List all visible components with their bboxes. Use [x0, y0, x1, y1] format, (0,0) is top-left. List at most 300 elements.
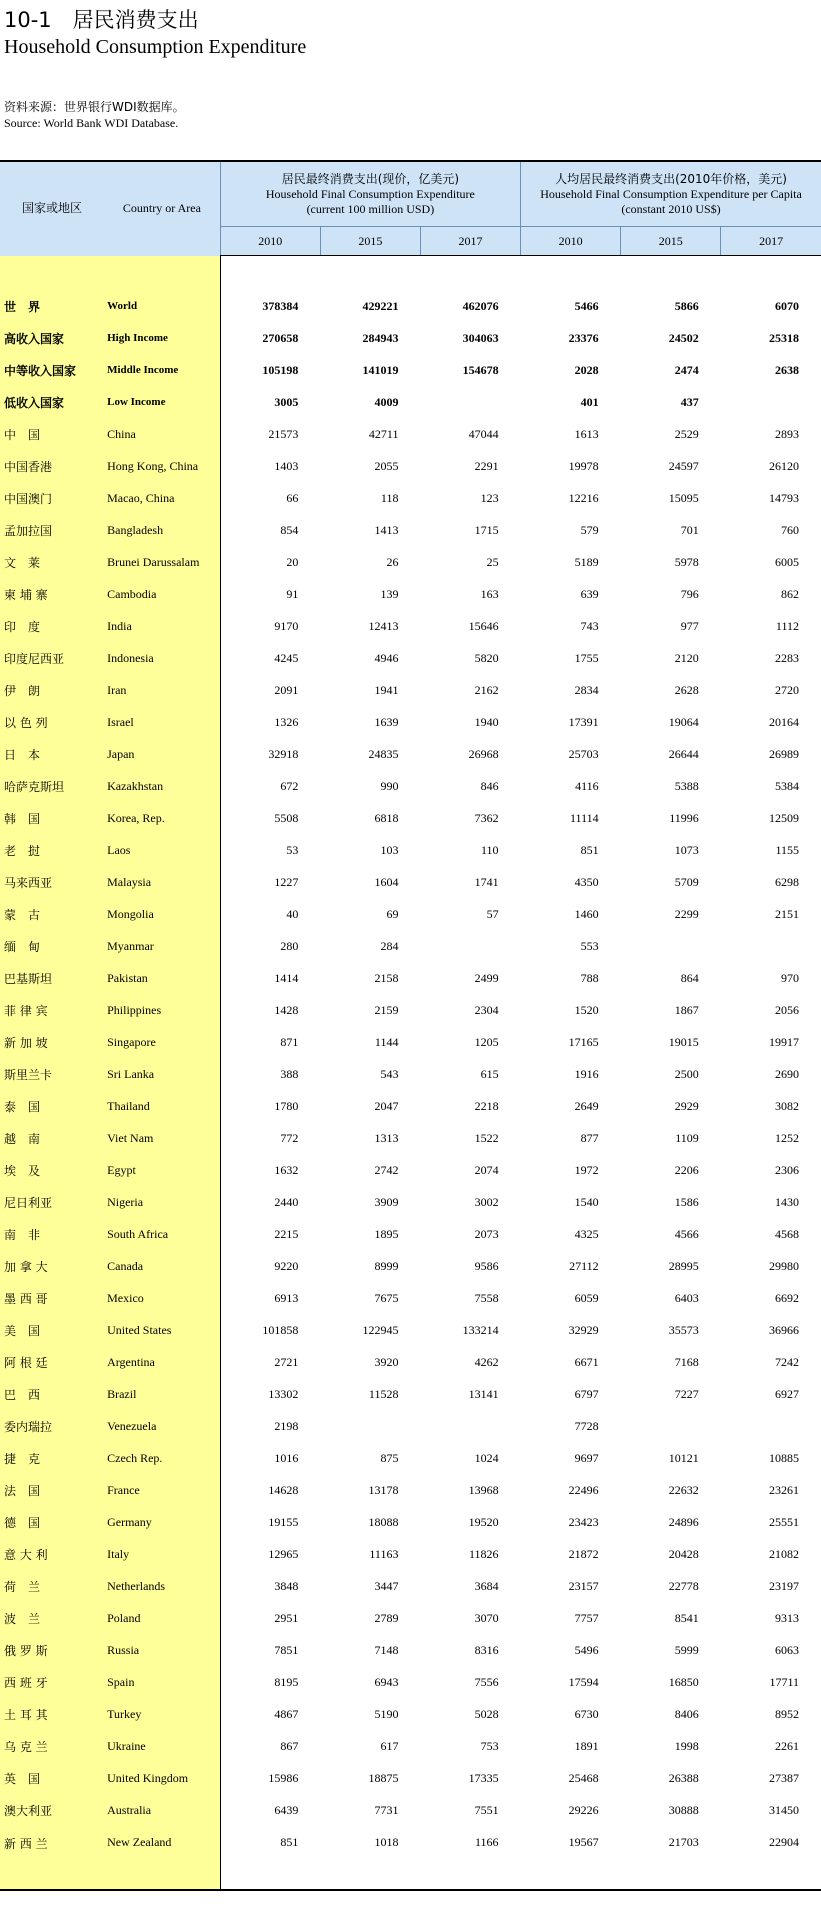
total-expenditure-value: 1024 — [474, 1450, 499, 1465]
per-capita-value: 6927 — [775, 1386, 799, 1401]
total-expenditure-value: 5190 — [374, 1706, 399, 1721]
total-expenditure-value: 2499 — [474, 970, 499, 985]
total-expenditure-value: 1522 — [474, 1130, 499, 1145]
total-expenditure-value: 871 — [280, 1034, 299, 1049]
country-name-cn: 新 西 兰 — [0, 1826, 104, 1890]
per-capita-value: 25318 — [769, 330, 799, 345]
country-name-en: Bangladesh — [104, 514, 220, 546]
total-expenditure-value: 2158 — [374, 970, 399, 985]
total-expenditure-value: 118 — [380, 490, 399, 505]
total-expenditure-value: 2055 — [374, 458, 399, 473]
per-capita-value: 8406 — [674, 1706, 699, 1721]
per-capita-value: 16850 — [668, 1674, 699, 1689]
table-row — [0, 1538, 821, 1570]
total-expenditure-value: 154678 — [462, 362, 499, 377]
per-capita-value: 1460 — [574, 906, 599, 921]
total-expenditure-value: 6439 — [274, 1802, 299, 1817]
country-name-cn: 柬 埔 寨 — [0, 578, 104, 610]
country-name-en: Ukraine — [104, 1730, 220, 1762]
total-expenditure-value: 7851 — [274, 1642, 299, 1657]
per-capita-value: 8541 — [674, 1610, 699, 1625]
per-capita-value — [721, 386, 821, 418]
per-capita-value: 1252 — [775, 1130, 799, 1145]
per-capita-value: 5466 — [574, 298, 599, 313]
country-name-en: Hong Kong, China — [104, 450, 220, 482]
per-capita-value: 36966 — [769, 1322, 799, 1337]
country-name-cn: 老 挝 — [0, 834, 104, 866]
country-name-cn: 哈萨克斯坦 — [0, 770, 104, 802]
total-expenditure-value: 875 — [380, 1450, 399, 1465]
total-expenditure-value: 284943 — [362, 330, 399, 345]
per-capita-value: 1867 — [674, 1002, 699, 1017]
total-expenditure-value: 9586 — [474, 1258, 499, 1273]
total-expenditure-value: 18088 — [368, 1514, 399, 1529]
total-expenditure-value: 3920 — [374, 1354, 399, 1369]
per-capita-value: 29226 — [568, 1802, 599, 1817]
country-name-en: Cambodia — [104, 578, 220, 610]
total-expenditure-value: 284 — [380, 938, 399, 953]
country-name-cn: 埃 及 — [0, 1154, 104, 1186]
per-capita-value: 5866 — [674, 298, 699, 313]
per-capita-value: 32929 — [568, 1322, 599, 1337]
table-row — [0, 1026, 821, 1058]
total-expenditure-value: 2951 — [274, 1610, 299, 1625]
country-name-en: New Zealand — [104, 1826, 220, 1890]
table-row — [0, 418, 821, 450]
country-name-en: China — [104, 418, 220, 450]
total-expenditure-value: 15646 — [468, 618, 499, 633]
per-capita-value: 2628 — [674, 682, 699, 697]
total-expenditure-value: 17335 — [468, 1770, 499, 1785]
country-name-cn: 马来西亚 — [0, 866, 104, 898]
total-expenditure-value: 543 — [380, 1066, 399, 1081]
per-capita-value: 2893 — [775, 426, 799, 441]
country-name-cn: 越 南 — [0, 1122, 104, 1154]
table-row — [0, 1250, 821, 1282]
country-name-cn: 墨 西 哥 — [0, 1282, 104, 1314]
total-expenditure-value: 854 — [280, 522, 299, 537]
total-expenditure-value: 1604 — [374, 874, 399, 889]
country-name-en: Spain — [104, 1666, 220, 1698]
per-capita-value: 12509 — [769, 810, 799, 825]
per-capita-value: 970 — [781, 970, 799, 985]
table-row — [0, 1090, 821, 1122]
total-expenditure-value: 47044 — [468, 426, 499, 441]
country-name-cn: 巴 西 — [0, 1378, 104, 1410]
country-name-cn: 泰 国 — [0, 1090, 104, 1122]
total-expenditure-value: 1018 — [320, 1826, 420, 1890]
per-capita-value: 21703 — [621, 1826, 721, 1890]
total-expenditure-value: 13141 — [468, 1386, 499, 1401]
total-expenditure-value: 139 — [380, 586, 399, 601]
per-capita-value: 20428 — [668, 1546, 699, 1561]
per-capita-value: 743 — [580, 618, 599, 633]
country-name-en: United Kingdom — [104, 1762, 220, 1794]
total-expenditure-value: 66 — [286, 490, 299, 505]
per-capita-value: 2638 — [775, 362, 799, 377]
total-expenditure-value: 122945 — [362, 1322, 399, 1337]
per-capita-value: 4116 — [575, 778, 599, 793]
total-expenditure-value: 26968 — [468, 746, 499, 761]
country-name-en: United States — [104, 1314, 220, 1346]
per-capita-value: 1109 — [675, 1130, 699, 1145]
total-expenditure-value: 7551 — [474, 1802, 499, 1817]
total-expenditure-value: 867 — [280, 1738, 299, 1753]
total-expenditure-value: 2218 — [474, 1098, 499, 1113]
country-name-cn: 加 拿 大 — [0, 1250, 104, 1282]
per-capita-value: 1755 — [574, 650, 599, 665]
total-expenditure-value: 1428 — [274, 1002, 299, 1017]
total-expenditure-value: 1780 — [274, 1098, 299, 1113]
per-capita-value: 4350 — [574, 874, 599, 889]
total-expenditure-value: 123 — [480, 490, 499, 505]
per-capita-value: 5999 — [674, 1642, 699, 1657]
total-expenditure-value: 11528 — [368, 1386, 399, 1401]
per-capita-value: 23376 — [568, 330, 599, 345]
table-row — [0, 386, 821, 418]
country-name-cn: 文 莱 — [0, 546, 104, 578]
per-capita-value: 23197 — [769, 1578, 799, 1593]
total-expenditure-value: 110 — [481, 842, 499, 857]
total-expenditure-value: 12965 — [268, 1546, 299, 1561]
country-name-cn: 伊 朗 — [0, 674, 104, 706]
total-expenditure-value: 2440 — [274, 1194, 299, 1209]
total-expenditure-value: 163 — [480, 586, 499, 601]
per-capita-value: 26120 — [769, 458, 799, 473]
total-expenditure-value: 24835 — [368, 746, 399, 761]
table-row — [0, 578, 821, 610]
per-capita-value: 14793 — [769, 490, 799, 505]
total-expenditure-value: 19520 — [468, 1514, 499, 1529]
total-expenditure-value: 2789 — [374, 1610, 399, 1625]
per-capita-value: 1586 — [674, 1194, 699, 1209]
total-expenditure-value: 105198 — [262, 362, 299, 377]
header-year: 2010 — [521, 227, 621, 256]
country-name-cn: 土 耳 其 — [0, 1698, 104, 1730]
header-group-per-capita — [521, 161, 821, 227]
per-capita-value: 6063 — [775, 1642, 799, 1657]
per-capita-value: 22904 — [721, 1826, 821, 1890]
per-capita-value: 7242 — [775, 1354, 799, 1369]
per-capita-value: 9313 — [775, 1610, 799, 1625]
table-row — [0, 354, 821, 386]
source-note-en: Source: World Bank WDI Database. — [4, 116, 179, 130]
per-capita-value: 2834 — [574, 682, 599, 697]
total-expenditure-value: 1144 — [374, 1034, 399, 1049]
consumption-table-wrapper — [0, 160, 821, 1891]
total-expenditure-value: 617 — [380, 1738, 399, 1753]
total-expenditure-value: 40 — [286, 906, 299, 921]
total-expenditure-value: 7675 — [374, 1290, 399, 1305]
table-row — [0, 642, 821, 674]
per-capita-value: 35573 — [668, 1322, 699, 1337]
per-capita-value: 6797 — [574, 1386, 599, 1401]
table-row — [0, 1282, 821, 1314]
per-capita-value: 2306 — [775, 1162, 799, 1177]
per-capita-value: 29980 — [769, 1258, 799, 1273]
country-name-cn: 法 国 — [0, 1474, 104, 1506]
total-expenditure-value: 21573 — [268, 426, 299, 441]
total-expenditure-value: 2091 — [274, 682, 299, 697]
consumption-table — [0, 160, 821, 1891]
per-capita-value: 2529 — [674, 426, 699, 441]
per-capita-value: 2690 — [775, 1066, 799, 1081]
per-capita-value: 864 — [680, 970, 699, 985]
per-capita-value: 30888 — [668, 1802, 699, 1817]
country-name-en: Nigeria — [104, 1186, 220, 1218]
country-name-en: Brazil — [104, 1378, 220, 1410]
country-name-cn: 蒙 古 — [0, 898, 104, 930]
country-name-en: Malaysia — [104, 866, 220, 898]
per-capita-value: 2206 — [674, 1162, 699, 1177]
country-name-cn: 孟加拉国 — [0, 514, 104, 546]
table-row — [0, 930, 821, 962]
country-name-en: Philippines — [104, 994, 220, 1026]
country-name-cn: 印 度 — [0, 610, 104, 642]
per-capita-value: 6070 — [775, 298, 799, 313]
table-row — [0, 1762, 821, 1794]
per-capita-value: 19064 — [668, 714, 699, 729]
country-name-en: Australia — [104, 1794, 220, 1826]
table-row — [0, 738, 821, 770]
per-capita-value — [621, 930, 721, 962]
table-row — [0, 674, 821, 706]
total-expenditure-value: 1639 — [374, 714, 399, 729]
header-year: 2017 — [721, 227, 821, 256]
country-name-en: Argentina — [104, 1346, 220, 1378]
per-capita-value: 10121 — [668, 1450, 699, 1465]
table-row — [0, 1218, 821, 1250]
country-name-en: Mongolia — [104, 898, 220, 930]
per-capita-value: 401 — [580, 394, 599, 409]
per-capita-value: 5189 — [574, 554, 599, 569]
table-row — [0, 1634, 821, 1666]
total-expenditure-value: 2198 — [274, 1418, 299, 1433]
header-group-total-cn: 居民最终消费支出(现价，亿美元) — [281, 171, 460, 186]
table-row — [0, 322, 821, 354]
country-name-en: India — [104, 610, 220, 642]
total-expenditure-value: 1205 — [474, 1034, 499, 1049]
country-name-cn: 缅 甸 — [0, 930, 104, 962]
table-row — [0, 834, 821, 866]
total-expenditure-value: 1313 — [374, 1130, 399, 1145]
country-name-cn: 中 国 — [0, 418, 104, 450]
per-capita-value: 24896 — [668, 1514, 699, 1529]
country-name-en: Sri Lanka — [104, 1058, 220, 1090]
total-expenditure-value: 7362 — [474, 810, 499, 825]
total-expenditure-value: 25 — [486, 554, 499, 569]
table-row — [0, 514, 821, 546]
country-name-cn: 英 国 — [0, 1762, 104, 1794]
total-expenditure-value: 8316 — [474, 1642, 499, 1657]
header-country-cn: 国家或地区 — [0, 161, 104, 256]
per-capita-value: 437 — [680, 394, 699, 409]
total-expenditure-value: 12413 — [368, 618, 399, 633]
country-name-en: Korea, Rep. — [104, 802, 220, 834]
per-capita-value: 10885 — [769, 1450, 799, 1465]
country-name-en: Canada — [104, 1250, 220, 1282]
total-expenditure-value: 8195 — [274, 1674, 299, 1689]
per-capita-value: 25551 — [769, 1514, 799, 1529]
table-row — [0, 482, 821, 514]
per-capita-value: 26989 — [769, 746, 799, 761]
total-expenditure-value: 1326 — [274, 714, 299, 729]
country-name-en: France — [104, 1474, 220, 1506]
table-row — [0, 610, 821, 642]
total-expenditure-value: 15986 — [268, 1770, 299, 1785]
per-capita-value: 1112 — [775, 618, 799, 633]
per-capita-value: 1972 — [574, 1162, 599, 1177]
table-row — [0, 994, 821, 1026]
total-expenditure-value: 7148 — [374, 1642, 399, 1657]
per-capita-value: 19015 — [668, 1034, 699, 1049]
per-capita-value: 6005 — [775, 554, 799, 569]
total-expenditure-value — [320, 1410, 420, 1442]
per-capita-value: 977 — [680, 618, 699, 633]
per-capita-value: 26388 — [668, 1770, 699, 1785]
per-capita-value: 23261 — [769, 1482, 799, 1497]
per-capita-value: 1073 — [674, 842, 699, 857]
total-expenditure-value: 141019 — [362, 362, 399, 377]
country-name-en: Czech Rep. — [104, 1442, 220, 1474]
country-name-en: Italy — [104, 1538, 220, 1570]
total-expenditure-value: 133214 — [462, 1322, 499, 1337]
table-row — [0, 1570, 821, 1602]
total-expenditure-value — [420, 386, 520, 418]
table-row — [0, 1602, 821, 1634]
per-capita-value: 7728 — [574, 1418, 599, 1433]
country-name-cn: 菲 律 宾 — [0, 994, 104, 1026]
total-expenditure-value: 32918 — [268, 746, 299, 761]
per-capita-value: 19917 — [769, 1034, 799, 1049]
per-capita-value: 2261 — [775, 1738, 799, 1753]
total-expenditure-value: 9170 — [274, 618, 299, 633]
per-capita-value: 2028 — [574, 362, 599, 377]
per-capita-value: 17711 — [769, 1674, 799, 1689]
table-row — [0, 770, 821, 802]
per-capita-value: 21082 — [769, 1546, 799, 1561]
total-expenditure-value: 2073 — [474, 1226, 499, 1241]
total-expenditure-value — [420, 930, 520, 962]
table-row — [0, 1442, 821, 1474]
per-capita-value: 8952 — [775, 1706, 799, 1721]
total-expenditure-value: 2159 — [374, 1002, 399, 1017]
country-name-cn: 意 大 利 — [0, 1538, 104, 1570]
country-name-en: Netherlands — [104, 1570, 220, 1602]
per-capita-value: 25703 — [568, 746, 599, 761]
country-name-cn: 印度尼西亚 — [0, 642, 104, 674]
per-capita-value: 4568 — [775, 1226, 799, 1241]
total-expenditure-value: 2074 — [474, 1162, 499, 1177]
header-group-total-unit: (current 100 million USD) — [306, 201, 435, 216]
per-capita-value: 2120 — [674, 650, 699, 665]
total-expenditure-value: 3684 — [474, 1578, 499, 1593]
table-row — [0, 1186, 821, 1218]
per-capita-value: 579 — [580, 522, 599, 537]
total-expenditure-value: 851 — [220, 1826, 320, 1890]
per-capita-value: 25468 — [568, 1770, 599, 1785]
per-capita-value: 6692 — [775, 1290, 799, 1305]
per-capita-value: 2500 — [674, 1066, 699, 1081]
country-name-en: South Africa — [104, 1218, 220, 1250]
header-group-per-capita-cn: 人均居民最终消费支出(2010年价格，美元) — [555, 171, 787, 186]
country-name-en: Russia — [104, 1634, 220, 1666]
per-capita-value: 1916 — [574, 1066, 599, 1081]
total-expenditure-value: 4867 — [274, 1706, 299, 1721]
total-expenditure-value: 990 — [380, 778, 399, 793]
per-capita-value: 17594 — [568, 1674, 599, 1689]
total-expenditure-value: 753 — [480, 1738, 499, 1753]
total-expenditure-value: 6943 — [374, 1674, 399, 1689]
country-name-cn: 斯里兰卡 — [0, 1058, 104, 1090]
country-name-en: Kazakhstan — [104, 770, 220, 802]
per-capita-value: 7757 — [574, 1610, 599, 1625]
per-capita-value — [621, 1410, 721, 1442]
per-capita-value: 17391 — [568, 714, 599, 729]
total-expenditure-value: 378384 — [262, 298, 299, 313]
header-group-total — [220, 161, 520, 227]
total-expenditure-value: 429221 — [362, 298, 399, 313]
per-capita-value: 760 — [781, 522, 799, 537]
country-name-en: Low Income — [104, 386, 220, 418]
country-name-cn: 尼日利亚 — [0, 1186, 104, 1218]
table-row — [0, 1346, 821, 1378]
per-capita-value: 2299 — [674, 906, 699, 921]
total-expenditure-value: 1632 — [274, 1162, 299, 1177]
total-expenditure-value: 2742 — [374, 1162, 399, 1177]
per-capita-value: 5384 — [775, 778, 799, 793]
per-capita-value: 20164 — [769, 714, 799, 729]
country-name-cn: 世 界 — [0, 290, 104, 322]
table-spacer-row — [0, 256, 821, 291]
table-row — [0, 1154, 821, 1186]
total-expenditure-value: 2721 — [274, 1354, 299, 1369]
total-expenditure-value: 3002 — [474, 1194, 499, 1209]
country-name-en: High Income — [104, 322, 220, 354]
per-capita-value: 1430 — [775, 1194, 799, 1209]
per-capita-value: 22496 — [568, 1482, 599, 1497]
table-row — [0, 802, 821, 834]
table-row — [0, 962, 821, 994]
table-row — [0, 450, 821, 482]
country-name-cn: 德 国 — [0, 1506, 104, 1538]
country-name-en: Poland — [104, 1602, 220, 1634]
total-expenditure-value: 615 — [480, 1066, 499, 1081]
per-capita-value: 1155 — [775, 842, 799, 857]
total-expenditure-value: 2162 — [474, 682, 499, 697]
table-row — [0, 1826, 821, 1890]
total-expenditure-value: 7558 — [474, 1290, 499, 1305]
per-capita-value: 24502 — [668, 330, 699, 345]
per-capita-value: 11114 — [570, 810, 599, 825]
country-name-cn: 委内瑞拉 — [0, 1410, 104, 1442]
per-capita-value: 5978 — [674, 554, 699, 569]
country-name-cn: 低收入国家 — [0, 386, 104, 418]
total-expenditure-value: 26 — [386, 554, 399, 569]
country-name-cn: 南 非 — [0, 1218, 104, 1250]
country-name-cn: 新 加 坡 — [0, 1026, 104, 1058]
per-capita-value: 31450 — [769, 1802, 799, 1817]
country-name-cn: 美 国 — [0, 1314, 104, 1346]
per-capita-value: 2720 — [775, 682, 799, 697]
table-row — [0, 898, 821, 930]
table-row — [0, 1730, 821, 1762]
header-group-total-en: Household Final Consumption Expenditure — [265, 186, 475, 201]
country-name-en: Venezuela — [104, 1410, 220, 1442]
per-capita-value: 2474 — [674, 362, 699, 377]
per-capita-value: 15095 — [668, 490, 699, 505]
total-expenditure-value: 672 — [280, 778, 299, 793]
